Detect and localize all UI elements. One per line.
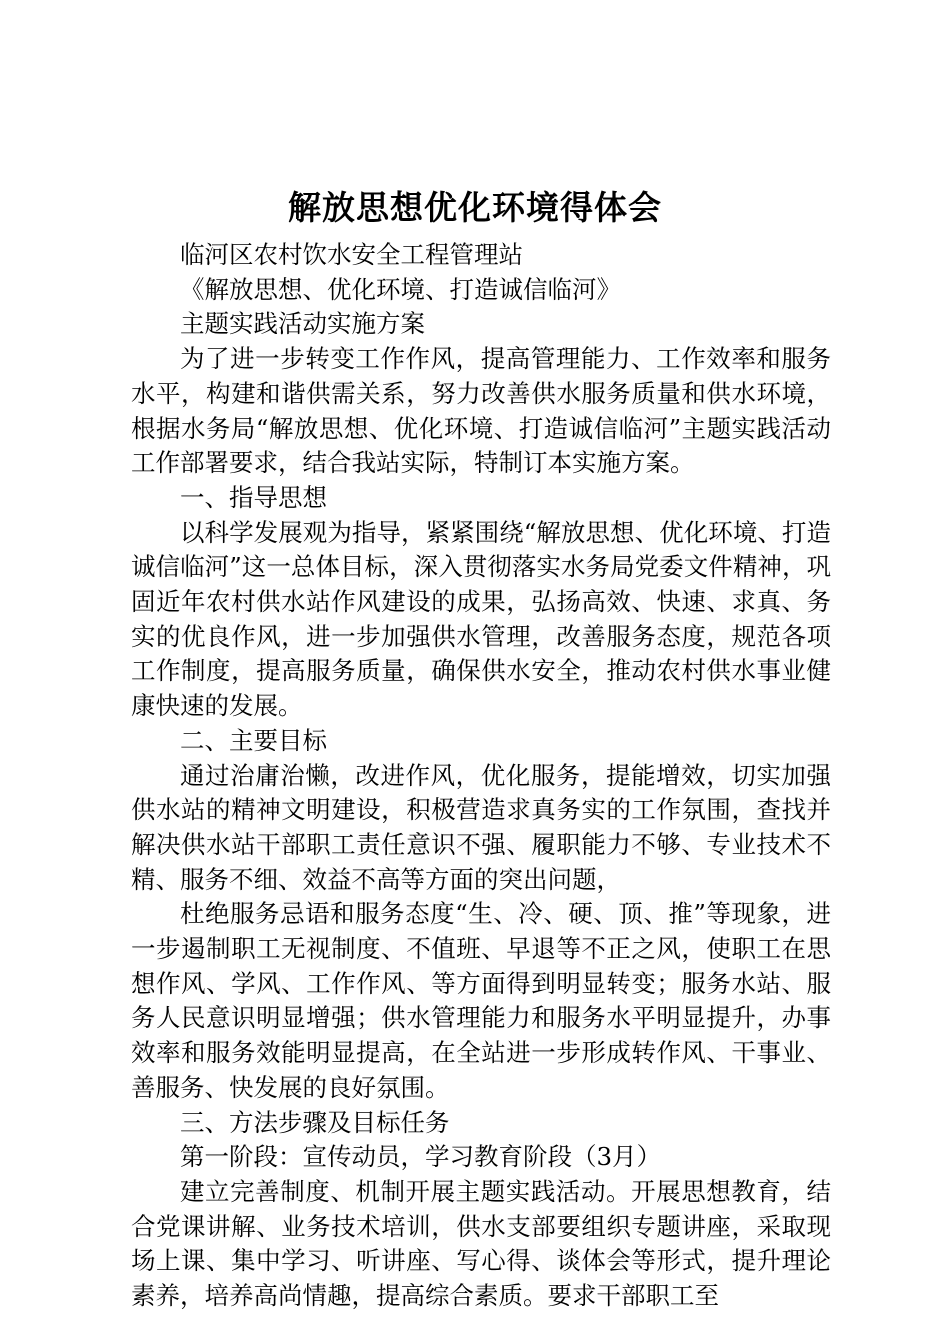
paragraph-stage-one-heading: 第一阶段：宣传动员，学习教育阶段（3月） <box>180 1142 662 1172</box>
document-body <box>131 238 831 1314</box>
paragraph-main-goals-1: 通过治庸治懒，改进作风，优化服务，提能增效，切实加强供水站的精神文明建设，积极营造求真务实的工作氛围，查找并解决供水站干部职工责任意识不强、履职能力不够、专业技术不精、服务不细、效益不高等方面的突出问题， <box>131 760 831 894</box>
document-title: 解放思想优化环境得体会 <box>288 188 662 227</box>
paragraph-organization: 临河区农村饮水安全工程管理站 <box>180 240 523 269</box>
paragraph-campaign-name: 《解放思想、优化环境、打造诚信临河》 <box>180 274 621 304</box>
section-heading-main-goals: 二、主要目标 <box>180 725 327 755</box>
section-heading-methods: 三、方法步骤及目标任务 <box>180 1107 450 1137</box>
paragraph-plan-title: 主题实践活动实施方案 <box>180 309 425 339</box>
paragraph-guiding-thought: 以科学发展观为指导，紧紧围绕“解放思想、优化环境、打造诚信临河”这一总体目标，深入贯彻落实水务局党委文件精神，巩固近年农村供水站作风建设的成果，弘扬高效、快速、求真、务实的优良作风，进一步加强供水管理，改善服务态度，规范各项工作制度，提高服务质量，确保供水安全，推动农村供水事业健康快速的发展。 <box>131 517 831 721</box>
paragraph-main-goals-2: 杜绝服务忌语和服务态度“生、冷、硬、顶、推”等现象，进一步遏制职工无视制度、不值班、早退等不正之风，使职工在思想作风、学风、工作作风、等方面得到明显转变；服务水站、服务人民意识明显增强；供水管理能力和服务水平明显提升，办事效率和服务效能明显提高，在全站进一步形成转作风、干事业、善服务、快发展的良好氛围。 <box>131 899 831 1102</box>
paragraph-stage-one: 建立完善制度、机制开展主题实践活动。开展思想教育，结合党课讲解、业务技术培训，供水支部要组织专题讲座，采取现场上课、集中学习、听讲座、写心得、谈体会等形式，提升理论素养，培养高尚情趣，提高综合素质。要求干部职工至 <box>131 1176 831 1311</box>
paragraph-intro: 为了进一步转变工作作风，提高管理能力、工作效率和服务水平，构建和谐供需关系，努力改善供水服务质量和供水环境，根据水务局“解放思想、优化环境、打造诚信临河”主题实践活动工作部署要求，结合我站实际，特制订本实施方案。 <box>131 344 831 478</box>
section-heading-guiding-thought: 一、指导思想 <box>180 482 327 512</box>
